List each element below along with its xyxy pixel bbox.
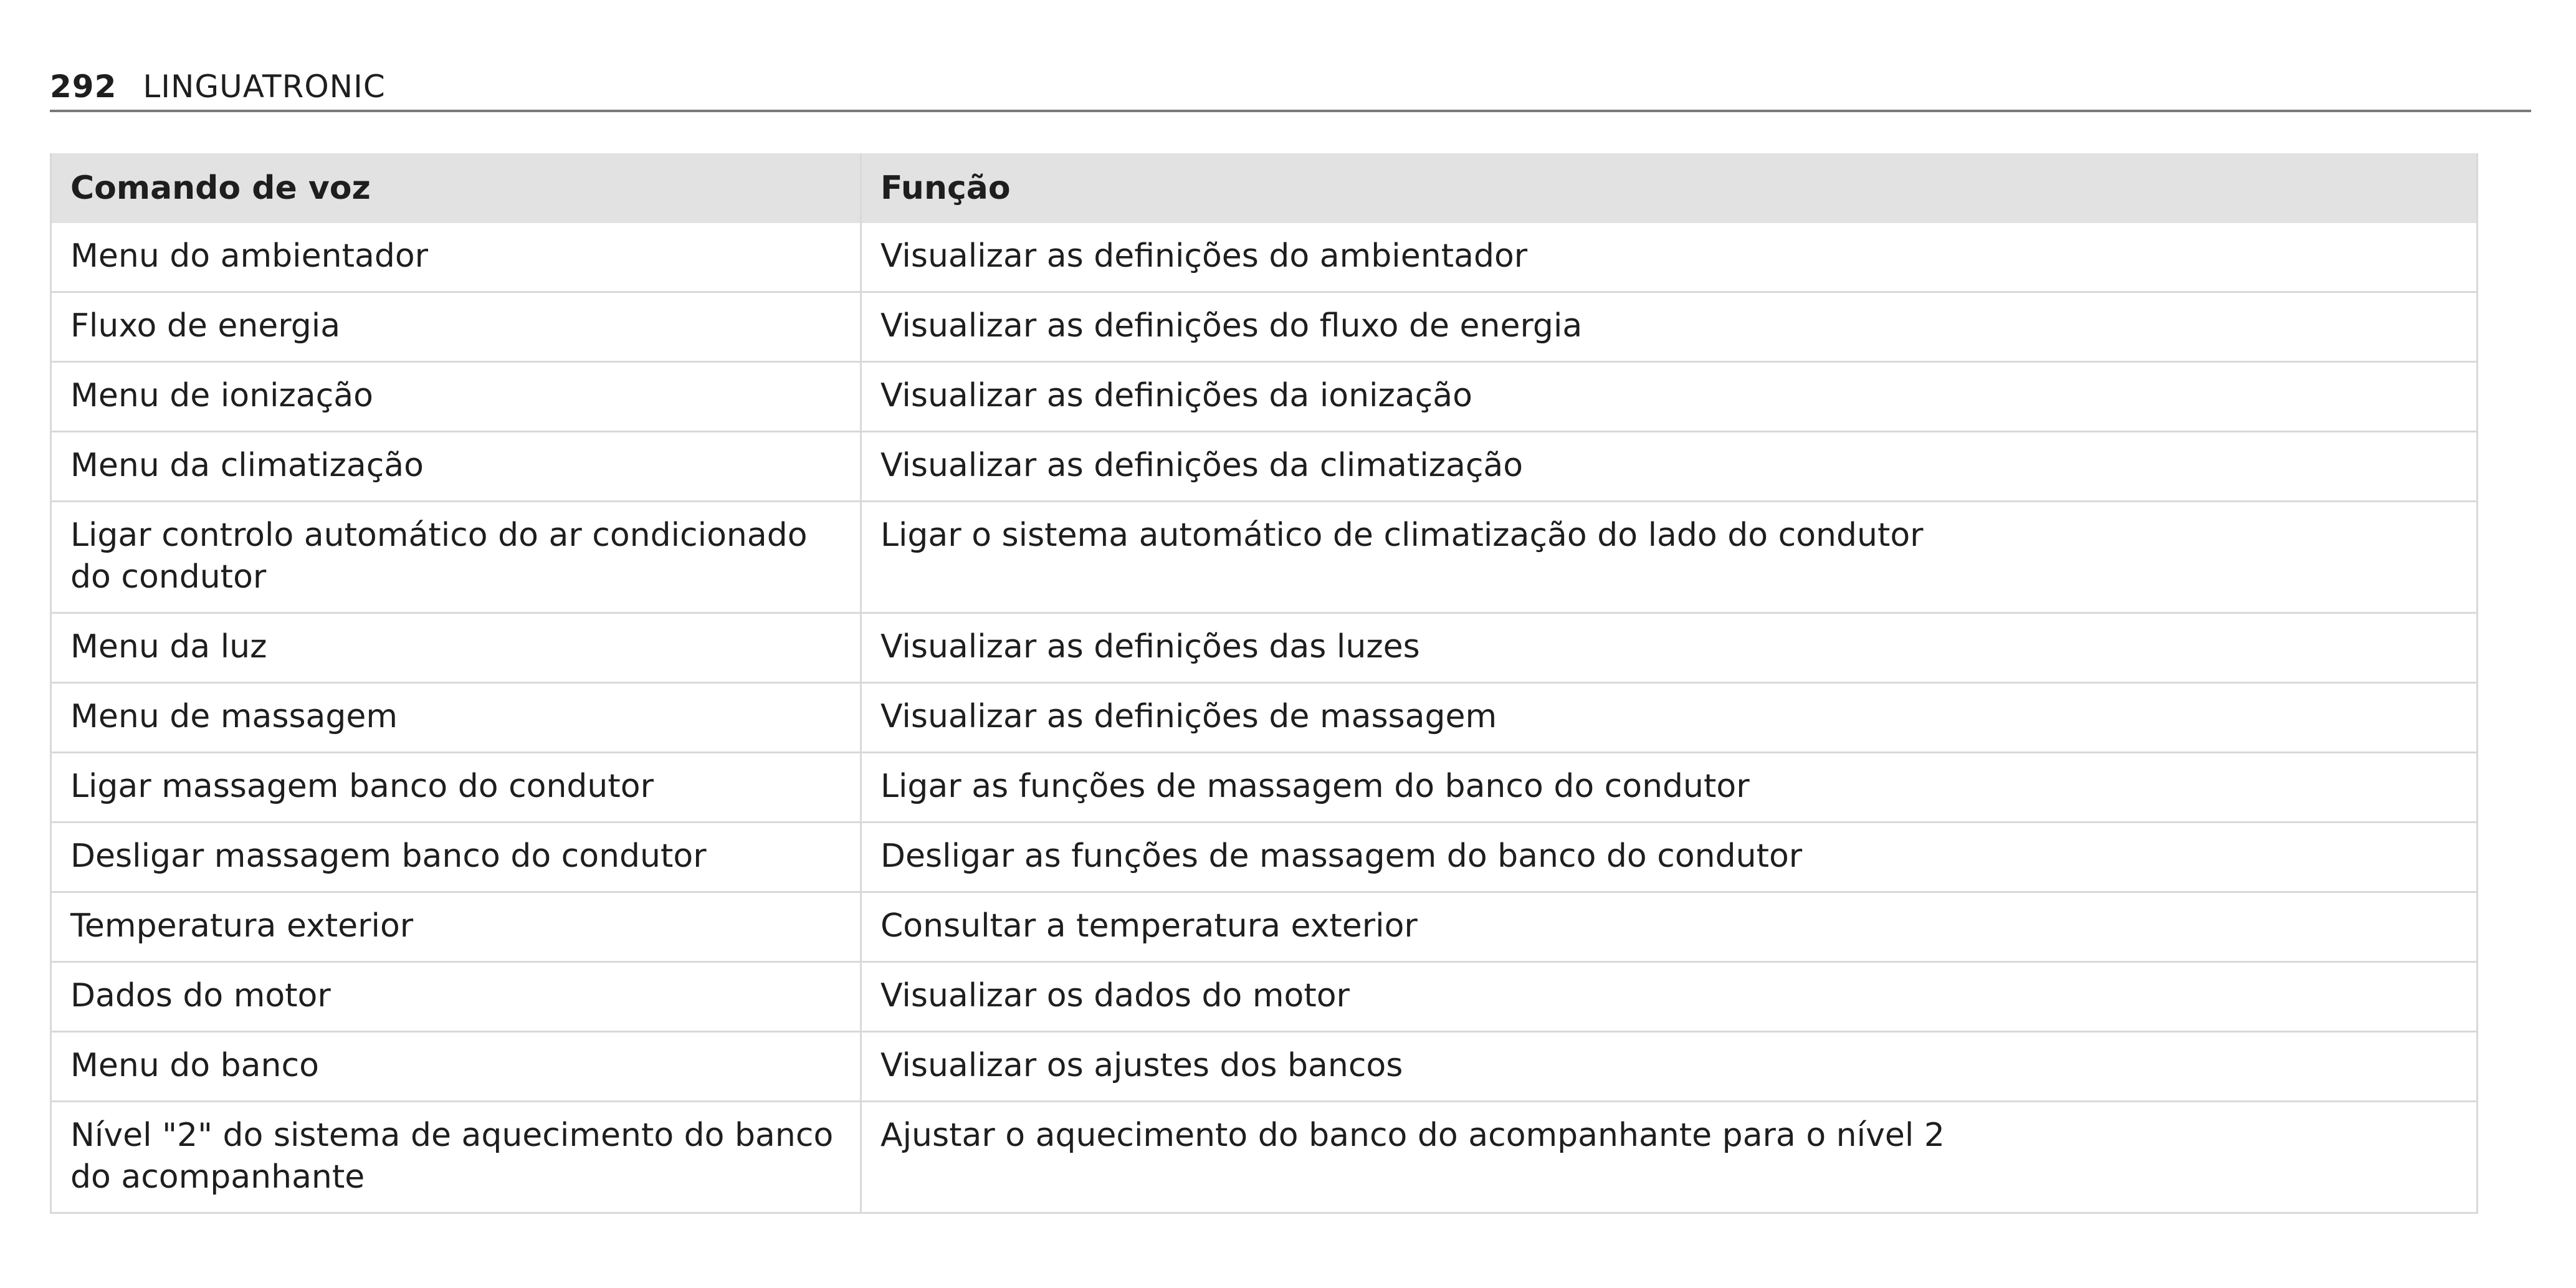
table-row — [51, 432, 2478, 502]
command-cell: Ligar controlo automático do ar condicionado do condutor — [51, 502, 861, 613]
command-cell: Menu de massagem — [51, 683, 861, 753]
page-header — [50, 64, 2531, 112]
table-row — [51, 613, 2478, 683]
command-cell: Fluxo de energia — [51, 292, 861, 362]
column-header-function: Função — [861, 153, 2478, 223]
section-title: LINGUATRONIC — [143, 69, 386, 105]
command-cell: Menu da luz — [51, 613, 861, 683]
command-cell: Nível "2" do sistema de aquecimento do banco do acompanhante — [51, 1102, 861, 1213]
function-cell: Visualizar os dados do motor — [861, 962, 2478, 1032]
function-cell: Visualizar os ajustes dos bancos — [861, 1032, 2478, 1102]
command-cell: Menu do banco — [51, 1032, 861, 1102]
function-cell: Consultar a temperatura exterior — [861, 892, 2478, 962]
table-row — [51, 753, 2478, 823]
table-row — [51, 1102, 2478, 1213]
function-cell: Visualizar as definições do fluxo de energia — [861, 292, 2478, 362]
table-row — [51, 292, 2478, 362]
function-cell: Visualizar as definições da ionização — [861, 362, 2478, 432]
function-cell: Visualizar as definições das luzes — [861, 613, 2478, 683]
column-header-command: Comando de voz — [51, 153, 861, 223]
command-cell: Ligar massagem banco do condutor — [51, 753, 861, 823]
function-cell: Ligar o sistema automático de climatização do lado do condutor — [861, 502, 2478, 613]
table-row — [51, 823, 2478, 892]
command-cell: Menu de ionização — [51, 362, 861, 432]
function-cell: Visualizar as definições do ambientador — [861, 223, 2478, 292]
table-row — [51, 892, 2478, 962]
command-cell: Temperatura exterior — [51, 892, 861, 962]
voice-commands-table — [50, 153, 2478, 1214]
command-cell: Menu do ambientador — [51, 223, 861, 292]
function-cell: Desligar as funções de massagem do banco do condutor — [861, 823, 2478, 892]
table-row — [51, 362, 2478, 432]
table-row — [51, 502, 2478, 613]
page-number: 292 — [50, 69, 117, 105]
table-row — [51, 1032, 2478, 1102]
table-row — [51, 223, 2478, 292]
table-row — [51, 683, 2478, 753]
function-cell: Ajustar o aquecimento do banco do acompanhante para o nível 2 — [861, 1102, 2478, 1213]
command-cell: Desligar massagem banco do condutor — [51, 823, 861, 892]
command-cell: Dados do motor — [51, 962, 861, 1032]
table-header-row — [51, 153, 2478, 223]
command-cell: Menu da climatização — [51, 432, 861, 502]
table-row — [51, 962, 2478, 1032]
function-cell: Visualizar as definições de massagem — [861, 683, 2478, 753]
function-cell: Visualizar as definições da climatização — [861, 432, 2478, 502]
function-cell: Ligar as funções de massagem do banco do condutor — [861, 753, 2478, 823]
